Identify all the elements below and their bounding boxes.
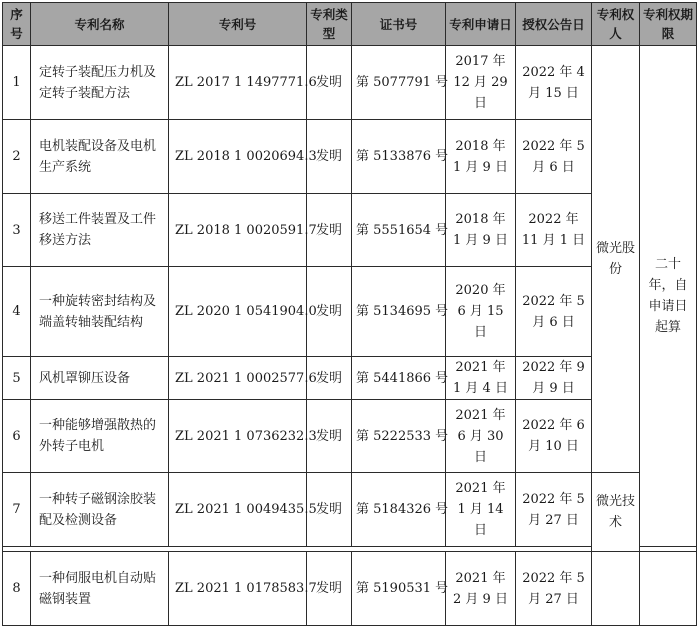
header-cert: 证书号: [352, 3, 446, 46]
row-grant-date: 2022 年 11 月 1 日: [516, 194, 592, 267]
row-name: 一种伺服电机自动贴磁钢装置: [31, 552, 169, 626]
row-apply-date: 2021 年 1 月 14 日: [446, 473, 516, 547]
header-patent-no: 专利号: [169, 3, 307, 46]
table-row: [3, 552, 697, 626]
row-cert: 第 5077791 号: [352, 46, 446, 120]
row-grant-date: 2022 年 5 月 27 日: [516, 473, 592, 547]
row-patent-no: ZL 2021 1 0178583.7: [169, 552, 307, 626]
row-type: 发明: [307, 194, 352, 267]
row-type: 发明: [307, 552, 352, 626]
table-row: [3, 473, 697, 547]
table-row: [3, 46, 697, 120]
row-name: 移送工件装置及工件移送方法: [31, 194, 169, 267]
row-seq: 7: [3, 473, 31, 547]
row-apply-date: 2021 年 2 月 9 日: [446, 552, 516, 626]
row-name: 一种能够增强散热的外转子电机: [31, 400, 169, 473]
row-cert: 第 5190531 号: [352, 552, 446, 626]
row-type: 发明: [307, 267, 352, 357]
row-type: 发明: [307, 400, 352, 473]
row-grant-date: 2022 年 6 月 10 日: [516, 400, 592, 473]
row-cert: 第 5133876 号: [352, 120, 446, 194]
header-apply-date: 专利申请日: [446, 3, 516, 46]
row-patent-no: ZL 2018 1 0020591.7: [169, 194, 307, 267]
row-apply-date: 2021 年 6 月 30 日: [446, 400, 516, 473]
row-cert: 第 5551654 号: [352, 194, 446, 267]
header-row: [3, 3, 697, 46]
row-type: 发明: [307, 120, 352, 194]
patent-table: [2, 2, 697, 626]
row-grant-date: 2022 年 5 月 27 日: [516, 552, 592, 626]
header-type: 专利类型: [307, 3, 352, 46]
row-type: 发明: [307, 473, 352, 547]
header-grant-date: 授权公告日: [516, 3, 592, 46]
row-apply-date: 2021 年 1 月 4 日: [446, 357, 516, 400]
row-grant-date: 2022 年 5 月 6 日: [516, 267, 592, 357]
row-patent-no: ZL 2018 1 0020694.3: [169, 120, 307, 194]
row-grant-date: 2022 年 5 月 6 日: [516, 120, 592, 194]
row-cert: 第 5441866 号: [352, 357, 446, 400]
row-grant-date: 2022 年 9 月 9 日: [516, 357, 592, 400]
row-seq: 8: [3, 552, 31, 626]
row-patent-no: ZL 2021 1 0002577.6: [169, 357, 307, 400]
header-name: 专利名称: [31, 3, 169, 46]
row-seq: 3: [3, 194, 31, 267]
term-cell-empty: [640, 552, 697, 626]
row-grant-date: 2022 年 4 月 15 日: [516, 46, 592, 120]
row-name: 一种旋转密封结构及端盖转轴装配结构: [31, 267, 169, 357]
header-term: 专利权期限: [640, 3, 697, 46]
header-owner: 专利权人: [592, 3, 640, 46]
term-cell: 二十年，自申请日起算: [640, 46, 697, 547]
row-cert: 第 5134695 号: [352, 267, 446, 357]
row-name: 风机罩铆压设备: [31, 357, 169, 400]
header-seq: 序号: [3, 3, 31, 46]
row-apply-date: 2020 年 6 月 15 日: [446, 267, 516, 357]
row-patent-no: ZL 2021 1 0049435.5: [169, 473, 307, 547]
owner-cell-empty: [592, 552, 640, 626]
row-name: 定转子装配压力机及定转子装配方法: [31, 46, 169, 120]
row-name: 一种转子磁钢涂胶装配及检测设备: [31, 473, 169, 547]
row-cert: 第 5184326 号: [352, 473, 446, 547]
row-patent-no: ZL 2021 1 0736232.3: [169, 400, 307, 473]
row-patent-no: ZL 2017 1 1497771.6: [169, 46, 307, 120]
owner-cell: 微光股份: [592, 46, 640, 473]
row-apply-date: 2018 年 1 月 9 日: [446, 194, 516, 267]
row-seq: 2: [3, 120, 31, 194]
row-apply-date: 2017 年 12 月 29 日: [446, 46, 516, 120]
row-name: 电机装配设备及电机生产系统: [31, 120, 169, 194]
owner-cell: 微光技术: [592, 473, 640, 552]
row-seq: 6: [3, 400, 31, 473]
row-seq: 5: [3, 357, 31, 400]
row-type: 发明: [307, 357, 352, 400]
row-cert: 第 5222533 号: [352, 400, 446, 473]
row-seq: 1: [3, 46, 31, 120]
row-apply-date: 2018 年 1 月 9 日: [446, 120, 516, 194]
row-seq: 4: [3, 267, 31, 357]
row-patent-no: ZL 2020 1 0541904.0: [169, 267, 307, 357]
row-type: 发明: [307, 46, 352, 120]
